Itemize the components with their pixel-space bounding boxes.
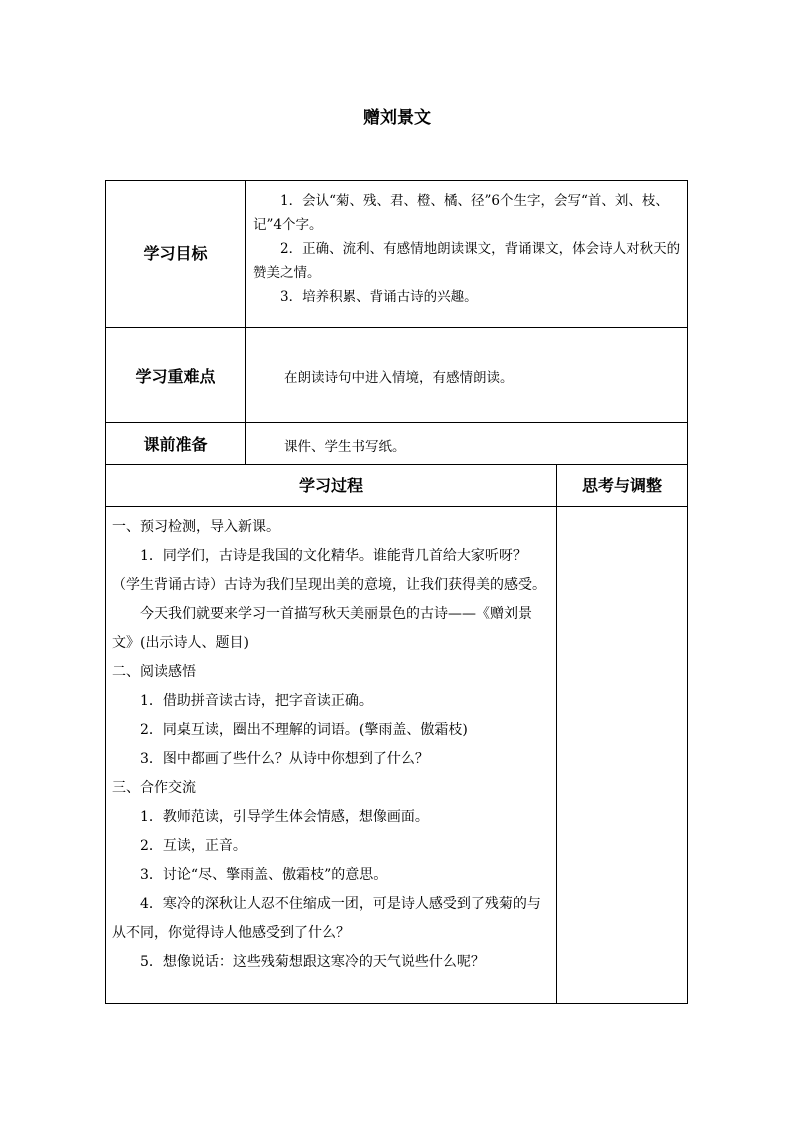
process-line: 4．寒冷的深秋让人忍不住缩成一团，可是诗人感受到了残菊的与从不同，你觉得诗人他感受到了什么？: [112, 896, 541, 941]
process-line: 一、预习检测，导入新课。: [112, 519, 280, 535]
column-divider: [245, 181, 246, 464]
row-divider: [106, 422, 687, 423]
reflection-content: [557, 507, 687, 1003]
process-line: 2．同桌互读，圈出不理解的词语。(擎雨盖、傲霜枝): [140, 722, 468, 738]
process-content: [112, 513, 550, 977]
key-points-label: 学习重难点: [135, 367, 216, 386]
process-header: 学习过程: [298, 476, 363, 495]
process-line: 2．互读，正音。: [140, 838, 247, 854]
row-divider: [106, 464, 687, 465]
goals-label: 学习目标: [143, 244, 208, 263]
goals-content: [253, 189, 683, 309]
preparation-label: 课前准备: [143, 435, 208, 454]
process-line: 3．图中都画了些什么？从诗中你想到了什么？: [140, 751, 429, 767]
process-line: 5．想像说话：这些残菊想跟这寒冷的天气说些什么呢？: [140, 954, 485, 970]
row-divider: [106, 327, 687, 328]
key-points-content: 在朗读诗句中进入情境，有感情朗读。: [284, 370, 514, 386]
process-line: 3．讨论“尽、擎雨盖、傲霜枝”的意思。: [140, 867, 388, 883]
goal-item-2: 2．正确、流利、有感情地朗读课文，背诵课文，体会诗人对秋天的赞美之情。: [253, 241, 681, 281]
process-line: 1．教师范读，引导学生体会情感，想像画面。: [140, 809, 429, 825]
process-line: 今天我们就要来学习一首描写秋天美丽景色的古诗——《赠刘景文》(出示诗人、题目): [112, 606, 532, 651]
process-line: 二、阅读感悟: [112, 664, 196, 680]
preparation-content: 课件、学生书写纸。: [284, 439, 406, 455]
process-line: 1．借助拼音读古诗，把字音读正确。: [140, 693, 373, 709]
process-line: 三、合作交流: [112, 780, 196, 796]
goal-item-1: 1．会认“菊、残、君、橙、橘、径”6个生字，会写“首、刘、枝、记”4个字。: [253, 193, 669, 233]
reflection-header: 思考与调整: [581, 476, 662, 495]
lesson-plan-table: [105, 180, 688, 1004]
process-line: 1．同学们，古诗是我国的文化精华。谁能背几首给大家听呀？（学生背诵古诗）古诗为我们呈现出美的意境，让我们获得美的感受。: [112, 548, 546, 593]
goal-item-3: 3．培养积累、背诵古诗的兴趣。: [280, 289, 478, 305]
page-title: 赠刘景文: [363, 108, 431, 128]
